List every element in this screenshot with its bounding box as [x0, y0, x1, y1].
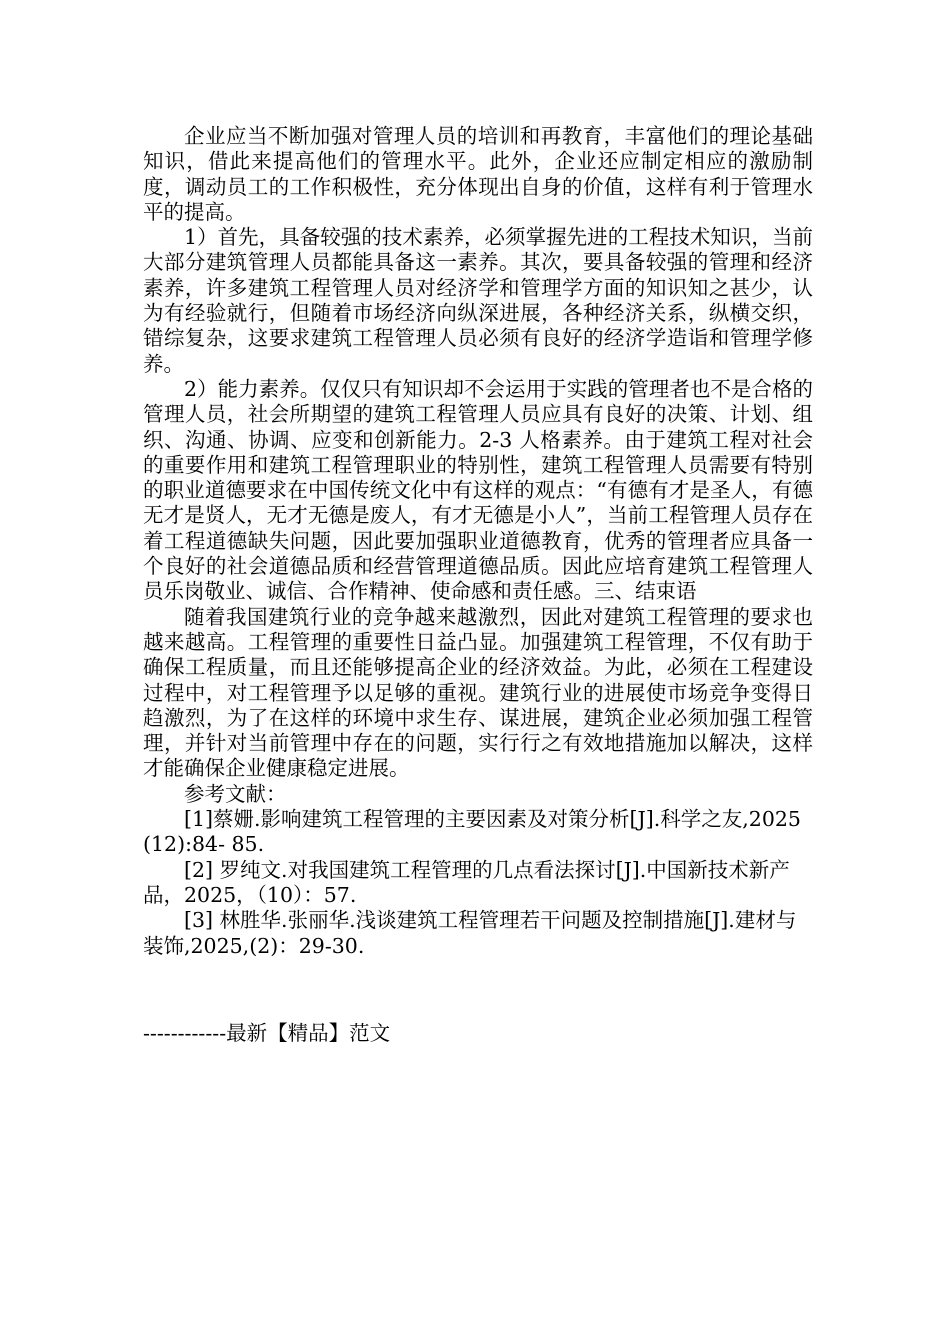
- reference-item-3: [3] 林胜华.张丽华.浅谈建筑工程管理若干问题及控制措施[J].建材与装饰,2025,(2)：29-30.: [143, 908, 797, 958]
- paragraph-ability-literacy: 2）能力素养。仅仅只有知识却不会运用于实践的管理者也不是合格的管理人员，社会所期望的建筑工程管理人员应具有良好的决策、计划、组织、沟通、协调、应变和创新能力。2-3 人格素养。由于建筑工程对社会的重要作用和建筑工程管理职业的特别性，建筑工程管理人员需要有特别的职业道德要求在中国传统文化中有这样的观点：“有德有才是圣人，有德无才是贤人，无才无德是废人，有才无德是小人”，当前工程管理人员存在着工程道德缺失问题，因此要加强职业道德教育，优秀的管理者应具备一个良好的社会道德品质和经营管理道德品质。因此应培育建筑工程管理人员乐岗敬业、诚信、合作精神、使命感和责任感。三、结束语: [143, 376, 813, 604]
- reference-item-2: [2] 罗纯文.对我国建筑工程管理的几点看法探讨[J].中国新技术新产品，2025，（10）：57.: [143, 857, 790, 907]
- paragraph-technical-literacy: 1）首先，具备较强的技术素养，必须掌握先进的工程技术知识，当前大部分建筑管理人员都能具备这一素养。其次，要具备较强的管理和经济素养，许多建筑工程管理人员对经济学和管理学方面的知识知之甚少，认为有经验就行，但随着市场经济向纵深进展，各种经济关系，纵横交织，错综复杂，这要求建筑工程管理人员必须有良好的经济学造诣和管理学修养。: [143, 225, 813, 376]
- reference-item-1: [1]蔡姗.影响建筑工程管理的主要因素及对策分析[J].科学之友,2025(12):84- 85.: [143, 807, 801, 857]
- paragraph-training: 企业应当不断加强对管理人员的培训和再教育，丰富他们的理论基础知识，借此来提高他们的管理水平。此外，企业还应制定相应的激励制度，调动员工的工作积极性，充分体现出自身的价值，这样有利于管理水平的提高。: [143, 124, 813, 224]
- references-heading: 参考文献：: [184, 781, 287, 806]
- paragraph-conclusion: 随着我国建筑行业的竞争越来越激烈，因此对建筑工程管理的要求也越来越高。工程管理的重要性日益凸显。加强建筑工程管理，不仅有助于确保工程质量，而且还能够提高企业的经济效益。为此，必须在工程建设过程中，对工程管理予以足够的重视。建筑行业的进展使市场竞争变得日趋激烈，为了在这样的环境中求生存、谋进展，建筑企业必须加强工程管理，并针对当前管理中存在的问题，实行行之有效地措施加以解决，这样才能确保企业健康稳定进展。: [143, 604, 813, 781]
- document-body: [143, 124, 813, 959]
- footer-label: ------------最新【精品】范文: [143, 1021, 391, 1045]
